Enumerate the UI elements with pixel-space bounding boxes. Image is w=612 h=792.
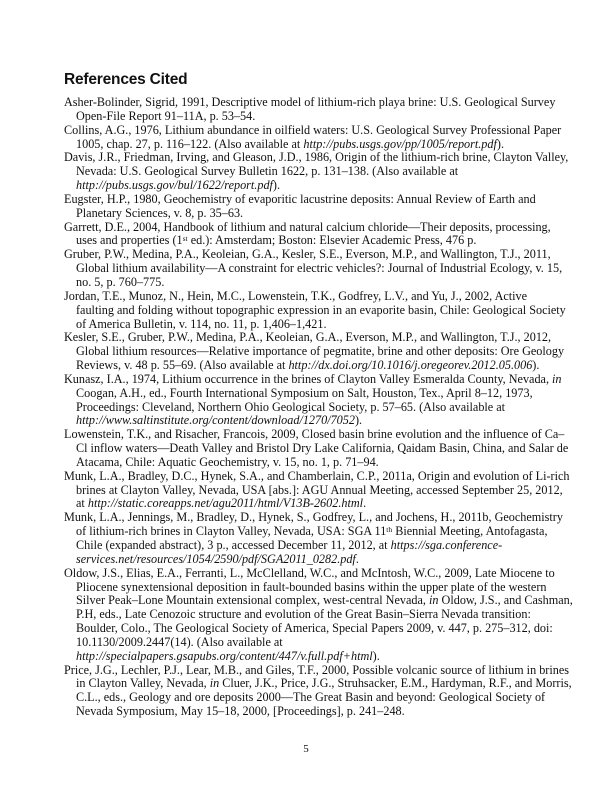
reference-text: ). [532, 358, 540, 373]
reference-entry [64, 511, 564, 566]
reference-text: Collins, A.G., 1976, Lithium abundance in oilfield waters: U.S. Geological Survey Professional Paper [64, 122, 562, 137]
reference-text: Boulder, Colo., The Geological Society of America, Special Papers 2009, v. 447, p. 275–312, doi: [76, 621, 553, 636]
reference-line [64, 193, 564, 207]
reference-url: http://specialpapers.gsapubs.org/content/447/v.full.pdf+html [76, 648, 373, 663]
reference-text: in [209, 676, 220, 691]
reference-line [64, 179, 564, 193]
reference-text: Coogan, A.H., ed., Fourth International Symposium on Salt, Houston, Tex., April 8–12, 1973, [76, 385, 533, 400]
reference-line [64, 318, 564, 332]
reference-line [64, 248, 564, 262]
reference-text: in [429, 593, 439, 608]
reference-line [64, 676, 572, 691]
reference-line [64, 553, 564, 567]
reference-line [64, 262, 564, 276]
reference-text: faulting and folding without topographic expression in an evaporite basin, Chile: Geological Society [76, 302, 566, 317]
reference-entry [64, 565, 573, 664]
reference-text: Open-File Report 91–11A, p. 53–54. [76, 108, 256, 123]
reference-line [64, 110, 564, 124]
reference-line [64, 290, 564, 304]
reference-line [64, 567, 564, 581]
reference-text: ). [372, 648, 380, 663]
reference-entry [64, 221, 564, 249]
reference-url: http://www.saltinstitute.org/content/download/1270/7052 [76, 413, 355, 428]
reference-text: Eugster, H.P., 1980, Geochemistry of evaporitic lacustrine deposits: Annual Review of Earth and [64, 191, 536, 206]
reference-text: Cl inflow waters—Death Valley and Bristol Dry Lake California, Qaidam Basin, China, and Salar de [76, 441, 569, 456]
reference-text: uses and properties (1 [76, 233, 183, 248]
reference-line [64, 636, 564, 650]
reference-line [64, 511, 564, 525]
reference-list [64, 95, 573, 719]
reference-line [64, 581, 564, 595]
reference-text: . [355, 551, 359, 566]
reference-text: Munk, L.A., Bradley, D.C., Hynek, S.A., and Chamberlain, C.P., 2011a, Origin and evolution of Li-rich [64, 468, 570, 483]
reference-text: Nevada: U.S. Geological Survey Bulletin 1622, p. 131–138. (Also available at [76, 164, 459, 179]
reference-text: P.H, eds., Late Cenozoic structure and evolution of the Great Basin–Sierra Nevada transition: [76, 607, 531, 622]
reference-line [64, 705, 564, 719]
reference-line [64, 691, 564, 705]
reference-text: brines at Clayton Valley, Nevada, USA [abs.]: AGU Annual Meeting, accessed September 25, 2012, [76, 482, 563, 497]
reference-entry [64, 373, 564, 428]
reference-url: http://dx.doi.org/10.1016/j.oregeorev.2012.05.006 [288, 358, 533, 373]
reference-text: ). [496, 136, 504, 151]
reference-text: Lowenstein, T.K., and Risacher, Francois, 2009, Closed basin brine evolution and the influence of Ca– [64, 427, 565, 442]
reference-text: C.L., eds., Geology and ore deposits 2000—The Great Basin and beyond: Geological Society of [76, 690, 546, 705]
reference-line [64, 124, 564, 138]
reference-line [64, 428, 564, 442]
reference-line [64, 401, 564, 415]
reference-text: Oldow, J.S., Elias, E.A., Ferranti, L., McClelland, W.C., and McIntosh, W.C., 2009, Late Miocene to [64, 565, 555, 580]
reference-line [64, 96, 564, 110]
reference-entry [64, 193, 564, 221]
reference-text: ). [272, 178, 281, 193]
reference-text: st [182, 234, 188, 244]
reference-line [64, 373, 564, 387]
reference-text: . [363, 496, 367, 511]
reference-text: in [552, 371, 562, 386]
reference-text: at [76, 496, 88, 511]
reference-line [64, 207, 564, 221]
reference-line [64, 221, 564, 235]
reference-text: in Clayton Valley, Nevada, [76, 676, 210, 691]
reference-text: ed.): Amsterdam; Boston: Elsevier Academic Press, 476 p. [187, 233, 477, 248]
reference-url: https://sga.conference- [390, 538, 503, 552]
reference-line [64, 150, 569, 165]
reference-line [64, 441, 569, 456]
reference-entry [64, 331, 564, 373]
reference-text: Gruber, P.W., Medina, P.A., Keoleian, G.A., Kesler, S.E., Everson, M.P., and Wallington, T.J., 2011, [64, 247, 551, 262]
reference-line [64, 662, 569, 678]
reference-text: Jordan, T.E., Munoz, N., Hein, M.C., Lowenstein, T.K., Godfrey, L.V., and Yu, J., 2002, Active [64, 288, 528, 303]
reference-text: Kunasz, I.A., 1974, Lithium occurrence in the brines of Clayton Valley Esmeralda County, Nevada, [64, 371, 553, 386]
reference-line [64, 276, 564, 290]
reference-line [64, 484, 564, 498]
section-heading: References Cited [64, 71, 188, 88]
reference-text: no. 5, p. 760–775. [76, 274, 165, 289]
reference-line [64, 234, 564, 248]
reference-url: services.net/resources/1054/2590/pdf/SGA2011_0282.pdf [76, 551, 356, 566]
reference-entry [64, 427, 569, 470]
reference-line [64, 539, 564, 553]
reference-text: Price, J.G., Lechler, P.J., Lear, M.B., and Giles, T.F., 2000, Possible volcanic source of lithium in brines [64, 662, 569, 677]
reference-line [64, 593, 573, 608]
reference-entry [64, 150, 569, 193]
reference-entry [64, 290, 564, 332]
reference-entry [64, 124, 564, 152]
reference-entry [64, 248, 564, 290]
reference-text: ). [354, 413, 363, 428]
reference-text: Asher-Bolinder, Sigrid, 1991, Descriptive model of lithium-rich playa brine: U.S. Geological Survey [64, 95, 556, 109]
reference-text: 10.1130/2009.2447(14). (Also available at [76, 634, 283, 649]
reference-text: Atacama, Chile: Aquatic Geochemistry, v. 15, no. 1, p. 71–94. [76, 454, 379, 469]
reference-text: Garrett, D.E., 2004, Handbook of lithium and natural calcium chloride—Their deposits, processing, [64, 219, 551, 234]
reference-text: Chile (expanded abstract), 3 p., accessed December 11, 2012, at [76, 538, 391, 552]
reference-text: Pliocene synextensional deposition in fault-bounded basins within the upper plate of the western [76, 579, 547, 594]
page-number: 5 [303, 743, 309, 755]
reference-text: Munk, L.A., Jennings, M., Bradley, D., Hynek, S., Godfrey, L., and Jochens, H., 2011b, Geochemistry [64, 510, 563, 525]
reference-text: Cluer, J.K., Price, J.G., Struhsacker, E.M., Hardyman, R.F., and Morris, [219, 676, 572, 691]
reference-line [64, 468, 570, 484]
reference-url: http://static.coreapps.net/agu2011/html/V13B-2602.html [87, 496, 364, 511]
reference-text: Silver Peak–Lone Mountain extensional complex, west-central Nevada, [76, 593, 429, 608]
reference-text: Planetary Sciences, v. 8, p. 35–63. [76, 205, 244, 220]
reference-text: Proceedings: Cleveland, Northern Ohio Geological Society, p. 57–65. (Also available at [76, 399, 506, 414]
reference-text: Biennial Meeting, Antofagasta, [392, 524, 548, 539]
reference-line [64, 345, 564, 359]
reference-text: Davis, J.R., Friedman, Irving, and Gleason, J.D., 1986, Origin of the lithium-rich brine, Clayton Valley, [64, 150, 569, 165]
reference-line [64, 650, 564, 664]
reference-line [64, 497, 564, 511]
reference-url: http://pubs.usgs.gov/pp/1005/report.pdf [303, 136, 497, 151]
reference-text: Global lithium availability—A constraint for electric vehicles?: Journal of Industrial Ecology, v. 15, [76, 261, 563, 276]
reference-entry [64, 468, 570, 512]
reference-text: th [386, 525, 393, 535]
reference-text: of lithium-rich brines in Clayton Valley, Nevada, USA: SGA 11 [76, 524, 387, 539]
reference-line [64, 304, 564, 318]
reference-text: Oldow, J.S., and Cashman, [438, 593, 573, 608]
reference-line [64, 165, 564, 179]
reference-line [64, 622, 564, 636]
reference-url: http://pubs.usgs.gov/bul/1622/report.pdf [76, 178, 273, 193]
reference-line [64, 387, 564, 401]
reference-line [64, 331, 564, 345]
reference-line [64, 359, 564, 373]
reference-line [64, 414, 564, 428]
reference-entry [64, 96, 564, 124]
reference-line [64, 608, 564, 622]
reference-text: Kesler, S.E., Gruber, P.W., Medina, P.A., Keoleian, G.A., Everson, M.P., and Wallington, T.J., 2012, [64, 330, 552, 345]
reference-text: Reviews, v. 48 p. 55–69. (Also available at [76, 358, 289, 373]
reference-line [64, 456, 564, 470]
reference-entry [64, 662, 572, 719]
reference-text: Global lithium resources—Relative importance of pegmatite, brine and other deposits: Ore Geology [76, 344, 565, 359]
reference-line [64, 138, 564, 152]
reference-text: 1005, chap. 27, p. 116–122. (Also available at [76, 136, 304, 151]
reference-text: of America Bulletin, v. 114, no. 11, p. 1,406–1,421. [76, 316, 327, 331]
reference-line [64, 525, 564, 539]
reference-text: Nevada Symposium, May 15–18, 2000, [Proceedings], p. 241–248. [76, 704, 405, 719]
